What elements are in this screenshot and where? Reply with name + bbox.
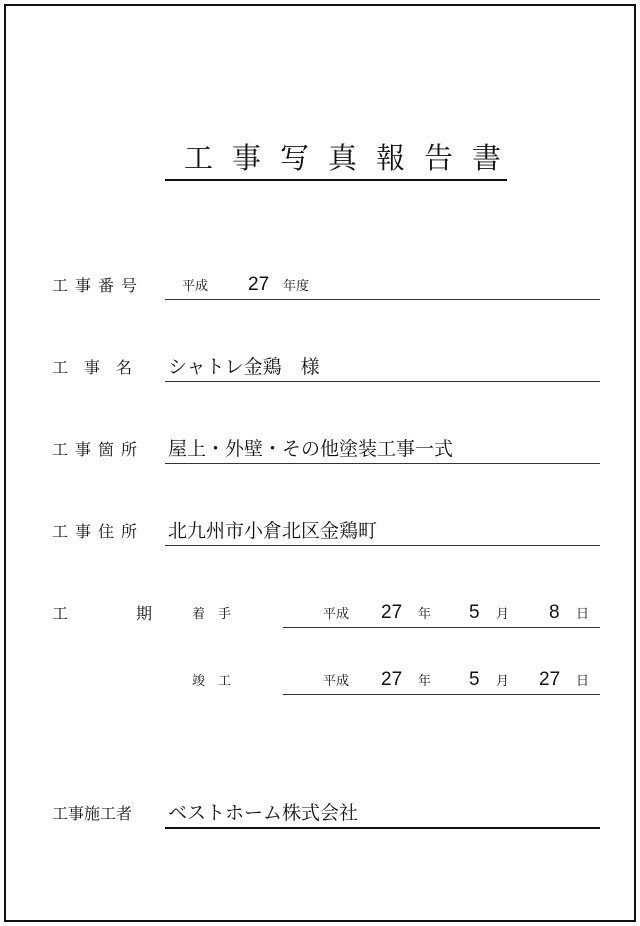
- start-year: 27: [381, 602, 403, 623]
- title-underline: [165, 179, 507, 181]
- end-day-unit: 日: [576, 674, 590, 689]
- contractor-value: ベストホーム株式会社: [168, 802, 359, 824]
- location-value: 屋上・外壁・その他塗装工事一式: [168, 438, 454, 460]
- start-day: 8: [549, 602, 560, 623]
- start-year-unit: 年: [418, 607, 432, 622]
- number-era: 平成: [182, 279, 209, 294]
- start-month: 5: [469, 602, 480, 623]
- start-underline: [283, 627, 600, 628]
- end-day: 27: [539, 669, 561, 690]
- address-label: 工事住所: [52, 522, 145, 541]
- number-year-suffix: 年度: [283, 279, 310, 294]
- number-underline: [165, 299, 600, 300]
- end-month-unit: 月: [496, 674, 510, 689]
- contractor-label: 工事施工者: [52, 804, 133, 823]
- location-underline: [165, 463, 600, 464]
- start-era: 平成: [323, 607, 350, 622]
- end-label: 竣 工: [192, 674, 232, 689]
- location-label: 工事箇所: [52, 440, 145, 459]
- contractor-underline: [165, 827, 600, 829]
- end-year-unit: 年: [418, 674, 432, 689]
- name-label: 工 事 名: [52, 358, 133, 377]
- address-underline: [165, 545, 600, 546]
- number-label: 工事番号: [52, 276, 145, 295]
- start-day-unit: 日: [576, 607, 590, 622]
- name-underline: [165, 381, 600, 382]
- period-label: 工 期: [52, 604, 179, 623]
- number-year: 27: [248, 274, 270, 295]
- start-month-unit: 月: [496, 607, 510, 622]
- end-year: 27: [381, 669, 403, 690]
- end-underline: [283, 694, 600, 695]
- address-value: 北九州市小倉北区金鶏町: [168, 520, 378, 542]
- start-label: 着 手: [192, 607, 232, 622]
- name-value: シャトレ金鶏 様: [168, 356, 320, 378]
- end-era: 平成: [323, 674, 350, 689]
- document-title: 工事写真報告書: [184, 141, 521, 175]
- end-month: 5: [469, 669, 480, 690]
